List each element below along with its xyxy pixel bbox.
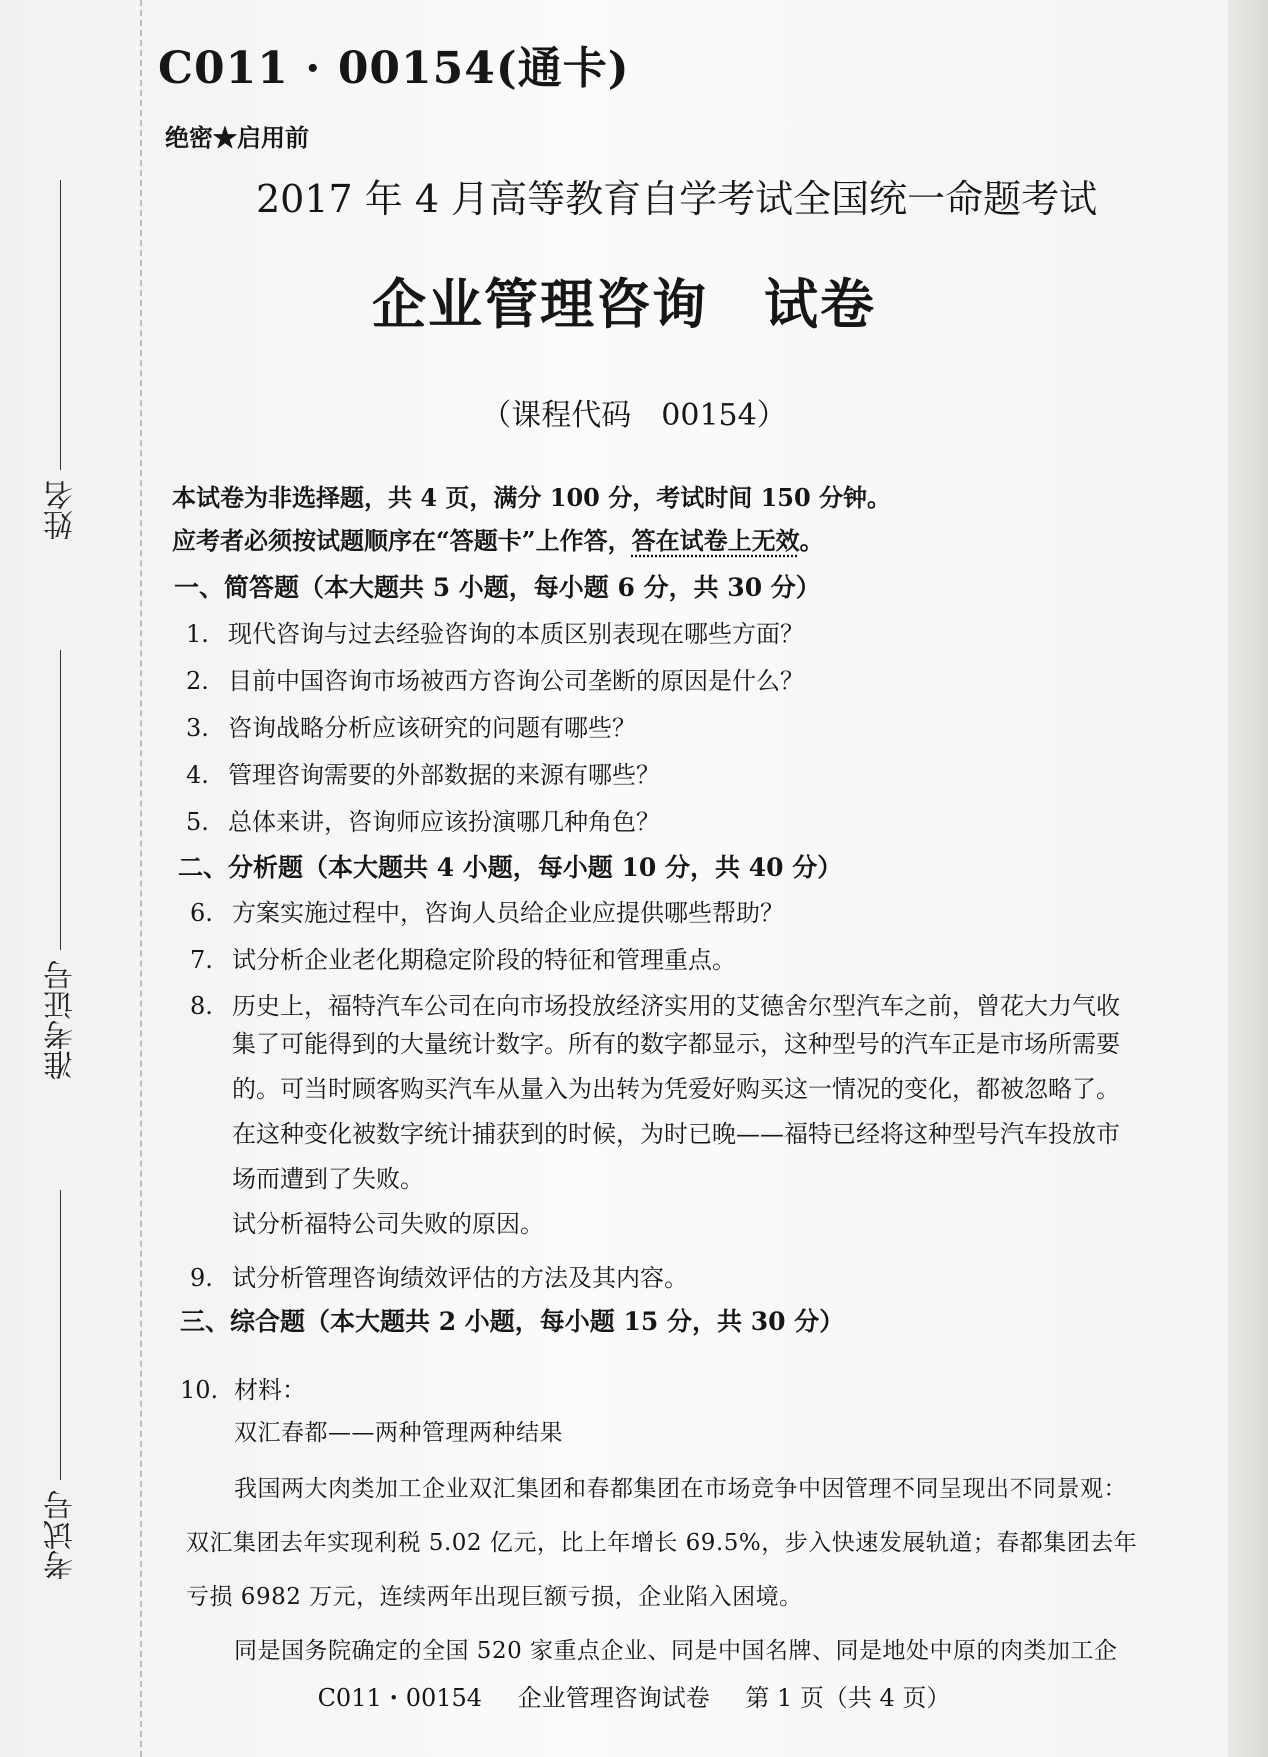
footer-code: C011・00154 [317, 1684, 483, 1712]
question-item [190, 986, 1120, 1021]
footer-paper-name: 企业管理咨询试卷 [517, 1684, 710, 1712]
question-8-continuation [232, 1022, 1120, 1247]
instruction-emphasis: 答在试卷上无效 [631, 526, 800, 555]
paragraph-line: 集了可能得到的大量统计数字。所有的数字都显示，这种型号的汽车正是市场所需要 [232, 1030, 1120, 1058]
question-item [190, 940, 736, 975]
material-title: 双汇春都——两种管理两种结果 [234, 1420, 563, 1446]
course-code: （课程代码 00154） [481, 398, 787, 433]
question-item [180, 1370, 306, 1405]
question-text: 试分析管理咨询绩效评估的方法及其内容。 [232, 1264, 688, 1292]
material-line: 双汇集团去年实现利税 5.02 亿元，比上年增长 69.5%，步入快速发展轨道；春都集团去年 [186, 1530, 1138, 1556]
question-text: 方案实施过程中，咨询人员给企业应提供哪些帮助？ [232, 899, 784, 927]
question-text: 总体来讲，咨询师应该扮演哪几种角色？ [228, 808, 660, 836]
paragraph-line: 在这种变化被数字统计捕获到的时候，为时已晚——福特已经将这种型号汽车投放市 [232, 1120, 1120, 1148]
question-item [186, 802, 660, 837]
question-item [186, 755, 660, 790]
question-number: 10. [180, 1376, 219, 1404]
instruction-text: 应考者必须按试题顺序在“答题卡”上作答， [172, 526, 632, 555]
page-footer [0, 1678, 1268, 1713]
question-text: 管理咨询需要的外部数据的来源有哪些？ [228, 761, 660, 789]
instruction-line-2 [172, 521, 824, 556]
paragraph-line: 试分析福特公司失败的原因。 [232, 1210, 544, 1238]
question-item [186, 661, 804, 696]
instruction-text: 。 [799, 526, 824, 555]
side-label-name: 姓名 [44, 480, 79, 540]
question-number: 2. [186, 667, 209, 695]
question-item [190, 893, 784, 928]
section-title: 一、简答题（本大题共 5 小题，每小题 6 分，共 30 分） [174, 573, 821, 602]
material-line: 亏损 6982 万元，连续两年出现巨额亏损，企业陷入困境。 [186, 1584, 803, 1610]
exam-title: 2017 年 4 月高等教育自学考试全国统一命题考试 [256, 177, 1098, 221]
side-line [60, 650, 61, 950]
section-title: 二、分析题（本大题共 4 小题，每小题 10 分，共 40 分） [178, 853, 843, 882]
question-number: 4. [186, 761, 209, 789]
question-number: 7. [190, 946, 213, 974]
question-item [186, 614, 804, 649]
secret-notice: 绝密★启用前 [165, 123, 309, 152]
side-field-admission [40, 650, 84, 1130]
question-text: 试分析企业老化期稳定阶段的特征和管理重点。 [232, 946, 736, 974]
question-number: 3. [186, 714, 209, 742]
side-label-exam-no: 考试号 [44, 1490, 79, 1580]
question-text: 材料： [234, 1376, 306, 1404]
question-number: 1. [186, 620, 209, 648]
section-title: 三、综合题（本大题共 2 小题，每小题 15 分，共 30 分） [180, 1307, 845, 1336]
question-text: 现代咨询与过去经验咨询的本质区别表现在哪些方面？ [228, 620, 804, 648]
question-number: 5. [186, 808, 209, 836]
material-line: 我国两大肉类加工企业双汇集团和春都集团在市场竞争中因管理不同呈现出不同景观： [234, 1476, 1127, 1502]
side-line [60, 1190, 61, 1480]
side-field-exam-no [40, 1190, 84, 1630]
question-text: 咨询战略分析应该研究的问题有哪些？ [228, 714, 636, 742]
paper-code-header: C011 · 00154(通卡) [158, 43, 630, 94]
paragraph-line: 场而遭到了失败。 [232, 1165, 424, 1193]
footer-page-number: 第 1 页（共 4 页） [745, 1684, 951, 1712]
question-item [186, 708, 636, 743]
side-label-admission: 准考证号 [44, 960, 79, 1080]
question-number: 6. [190, 899, 213, 927]
material-line: 同是国务院确定的全国 520 家重点企业、同是中国名牌、同是地处中原的肉类加工企 [234, 1638, 1118, 1664]
question-text: 历史上，福特汽车公司在向市场投放经济实用的艾德舍尔型汽车之前，曾花大力气收 [232, 992, 1120, 1020]
question-number: 8. [190, 992, 213, 1020]
paper-title: 企业管理咨询 试卷 [372, 272, 876, 336]
question-item [190, 1258, 688, 1293]
question-number: 9. [190, 1264, 213, 1292]
question-text: 目前中国咨询市场被西方咨询公司垄断的原因是什么？ [228, 667, 804, 695]
paragraph-line: 的。可当时顾客购买汽车从量入为出转为凭爱好购买这一情况的变化，都被忽略了。 [232, 1075, 1120, 1103]
instruction-line-1: 本试卷为非选择题，共 4 页，满分 100 分，考试时间 150 分钟。 [172, 483, 892, 512]
